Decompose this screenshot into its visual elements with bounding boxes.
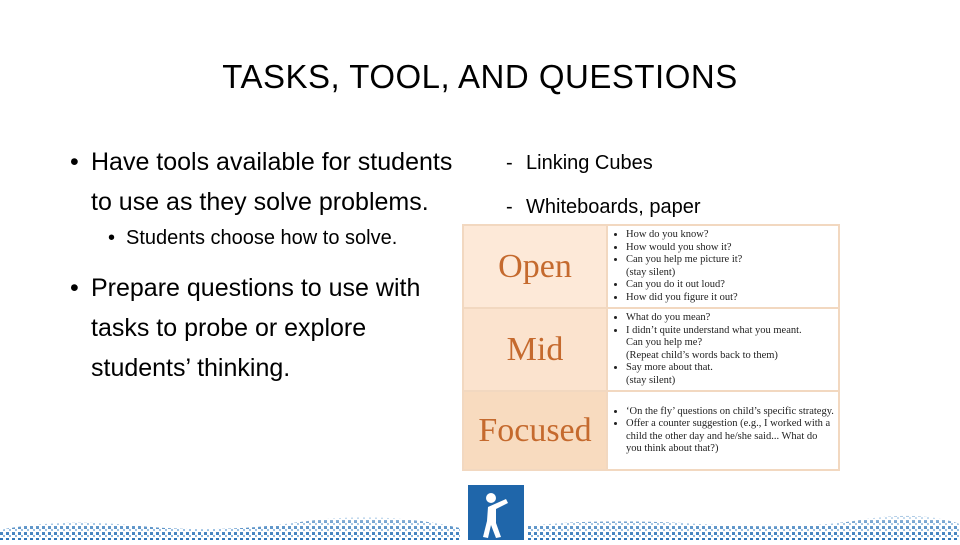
list-item: • Say more about that. bbox=[626, 362, 834, 375]
bullet-tools: • Have tools available for students to use as they solve problems. bbox=[70, 142, 470, 222]
list-item: (stay silent) bbox=[626, 374, 676, 386]
slide-title: TASKS, TOOL, AND QUESTIONS bbox=[222, 58, 738, 95]
tools-list bbox=[506, 141, 701, 229]
list-item: • ‘On the fly’ questions on child’s specific strategy. bbox=[626, 406, 834, 419]
table-row-mid bbox=[463, 308, 839, 391]
mid-questions-cell bbox=[607, 308, 839, 391]
bullet-questions: • Prepare questions to use with tasks to probe or explore students’ thinking. bbox=[70, 268, 470, 388]
category-open: Open bbox=[463, 225, 607, 308]
list-item: (Repeat child’s words back to them) bbox=[626, 349, 778, 361]
category-focused: Focused bbox=[463, 391, 607, 470]
focused-questions-cell bbox=[607, 391, 839, 470]
table-row-focused bbox=[463, 391, 839, 470]
list-item: • I didn’t quite understand what you meant. bbox=[626, 325, 834, 338]
open-questions-cell bbox=[607, 225, 839, 308]
list-item: Can you help me? bbox=[626, 337, 703, 348]
sub-bullet-choose: • Students choose how to solve. bbox=[70, 222, 470, 254]
tool-item-whiteboards: - Whiteboards, paper bbox=[506, 185, 701, 229]
list-item: (stay silent) bbox=[626, 266, 676, 278]
list-item: • How do you know? bbox=[626, 229, 834, 242]
table-row-open bbox=[463, 225, 839, 308]
question-types-table bbox=[462, 224, 840, 471]
list-item: • Can you help me picture it? bbox=[626, 254, 834, 267]
person-reaching-icon bbox=[468, 485, 524, 540]
tool-item-linking-cubes: - Linking Cubes bbox=[506, 141, 701, 185]
list-item: • How did you figure it out? bbox=[626, 292, 834, 305]
list-item: • What do you mean? bbox=[626, 312, 834, 325]
logo bbox=[468, 485, 524, 540]
list-item: • Can you do it out loud? bbox=[626, 279, 834, 292]
list-item: • Offer a counter suggestion (e.g., I worked with a child the other day and he/she said... What do you think about that?) bbox=[626, 418, 834, 456]
category-mid: Mid bbox=[463, 308, 607, 391]
left-bullet-list bbox=[70, 142, 470, 388]
list-item: • How would you show it? bbox=[626, 242, 834, 255]
